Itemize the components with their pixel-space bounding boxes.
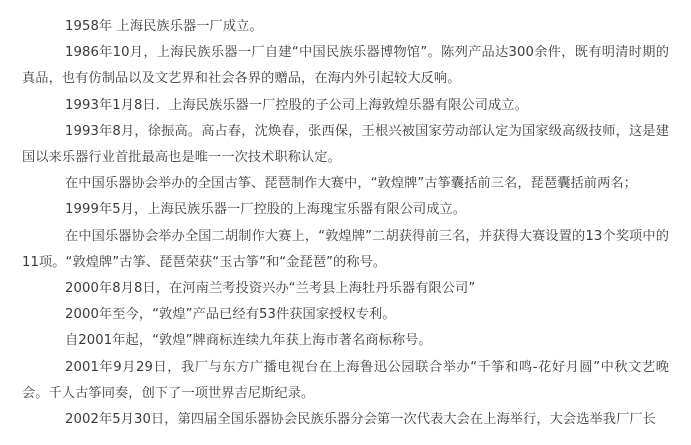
paragraph-guzheng-pipa-contest: 在中国乐器协会举办的全国古筝、琵琶制作大赛中，“敦煌牌”古筝囊括前三名，琵琶囊括前两名； [65,176,637,192]
paragraph-2000-aug: 2000年8月8日，在河南兰考投资兴办“兰考县上海牡丹乐器有限公司” [65,281,476,297]
paragraph-erhu-contest: 在中国乐器协会举办全国二胡制作大赛上，“敦煌牌”二胡获得前三名，并获得大赛设置的13个奖项中的11项。“敦煌牌”古筝、琵琶荣获“玉古筝”和“金琵琶”的称号。 [22,228,669,270]
paragraph-1986: 1986年10月，上海民族乐器一厂自建“中国民族乐器博物馆”。陈列产品达300余件，既有明清时期的真品，也有仿制品以及文艺界和社会各界的赠品，在海内外引起较大反响。 [22,45,669,87]
paragraph-1999: 1999年5月，上海民族乐器一厂控股的上海瑰宝乐器有限公司成立。 [65,202,467,218]
paragraph-2000-patents: 2000年至今，“敦煌”产品已经有53件获国家授权专利。 [65,307,396,323]
paragraph-2001-sep: 2001年9月29日，我厂与东方广播电视台在上海鲁迅公园联合举办“千筝和鸣-花好月圆”中秋文艺晚会。千人古筝同奏，创下了一项世界吉尼斯纪录。 [22,359,669,401]
paragraph-1993-aug: 1993年8月，徐振高。高占春，沈焕春，张西保，王根兴被国家劳动部认定为国家级高级技师，这是建国以来乐器行业首批最高也是唯一一次技术职称认定。 [22,123,669,166]
paragraph-2001-trademark: 自2001年起，“敦煌”牌商标连续九年获上海市著名商标称号。 [65,333,432,349]
paragraph-1958: 1958年 上海民族乐器一厂成立。 [65,19,263,34]
paragraph-1993-jan: 1993年1月8日．上海民族乐器一厂控股的子公司上海敦煌乐器有限公司成立。 [65,97,528,113]
paragraph-2002: 2002年5月30日，第四届全国乐器协会民族乐器分会第一次代表大会在上海举行，大会选举我厂厂长 [65,412,656,428]
